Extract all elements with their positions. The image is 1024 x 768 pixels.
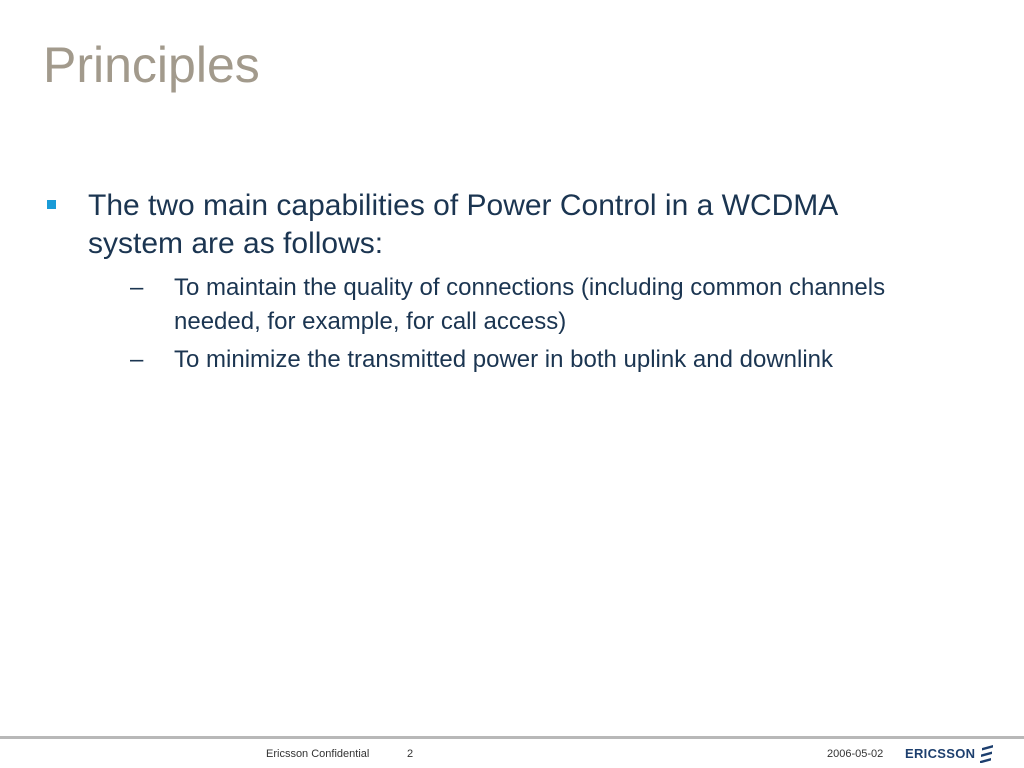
sub-bullet-quality: To maintain the quality of connections (including common channels needed, for example, for call access) [174, 274, 886, 335]
bullet-level-1: The two main capabilities of Power Control in a WCDMA system are as follows: [88, 189, 837, 260]
footer-page-number: 2 [407, 748, 414, 760]
ericsson-logo [905, 745, 994, 763]
footer-rule [0, 736, 1024, 739]
logo-wordmark: ERICSSON [905, 746, 976, 761]
ericsson-logo-icon [980, 745, 994, 763]
footer-date: 2006-05-02 [827, 748, 884, 760]
bullet-square-icon [47, 200, 56, 209]
sub-bullet-dash: – [130, 274, 144, 301]
sub-bullet-dash: – [130, 346, 144, 373]
footer-confidentiality: Ericsson Confidential [266, 748, 370, 760]
sub-bullet-power: To minimize the transmitted power in both uplink and downlink [174, 346, 834, 373]
slide-title: Principles [43, 37, 260, 93]
